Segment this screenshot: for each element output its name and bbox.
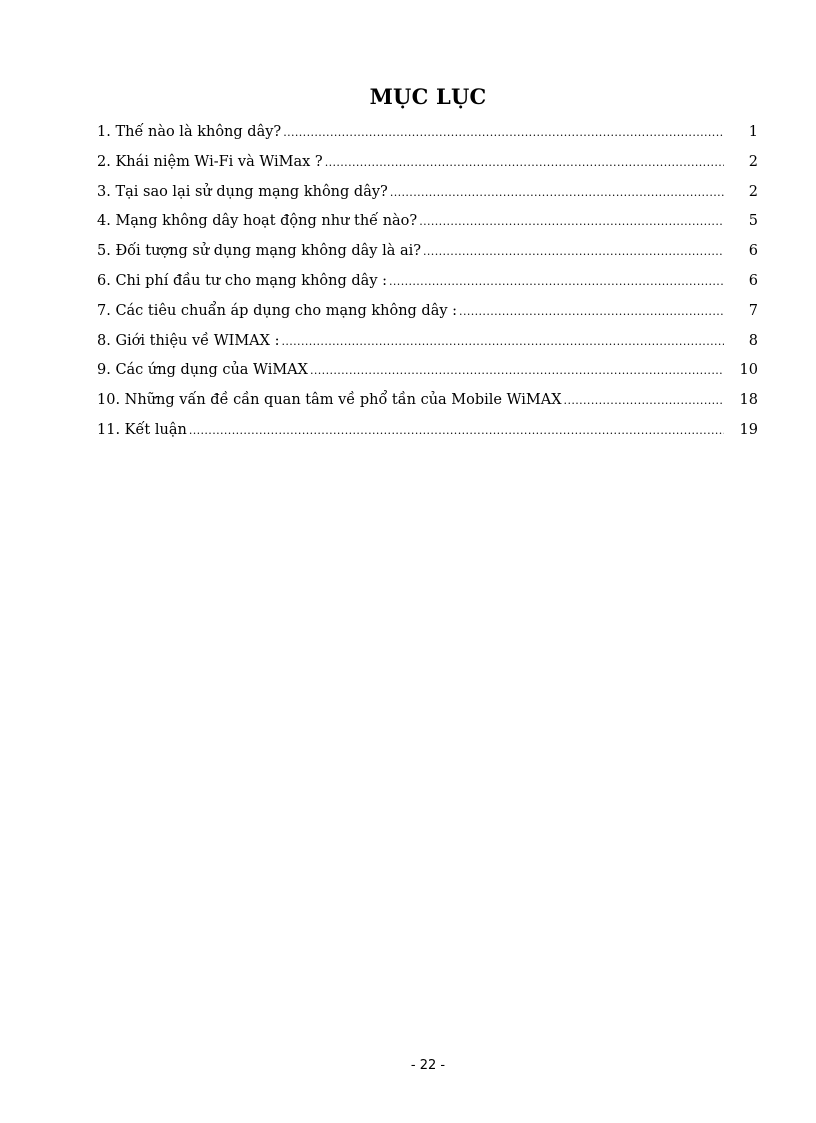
toc-entry[interactable] (97, 273, 758, 303)
toc-entry[interactable] (97, 422, 758, 452)
toc-entry-page: 2 (748, 153, 758, 170)
dot-leader (325, 156, 724, 169)
toc-entry[interactable] (97, 362, 758, 392)
table-of-contents (97, 124, 758, 452)
dot-leader (281, 335, 724, 348)
dot-leader (564, 394, 724, 407)
toc-entry-label: 3. Tại sao lại sử dụng mạng không dây? (97, 183, 388, 200)
toc-entry[interactable] (97, 184, 758, 214)
toc-entry[interactable] (97, 243, 758, 273)
toc-entry-page: 18 (739, 392, 758, 409)
dot-leader (390, 186, 724, 199)
toc-entry-label: 8. Giới thiệu về WIMAX : (97, 332, 280, 349)
toc-entry-page: 6 (748, 243, 758, 260)
dot-leader (310, 364, 724, 377)
dot-leader (389, 275, 724, 288)
toc-entry[interactable] (97, 303, 758, 333)
toc-entry[interactable] (97, 154, 758, 184)
dot-leader (189, 424, 724, 437)
toc-entry-label: 10. Những vấn đề cần quan tâm về phổ tần của Mobile WiMAX (97, 392, 562, 409)
toc-entry-page: 19 (739, 421, 758, 438)
dot-leader (283, 126, 724, 139)
toc-entry-page: 7 (748, 302, 758, 319)
toc-entry-label: 6. Chi phí đầu tư cho mạng không dây : (97, 272, 387, 289)
toc-entry-label: 7. Các tiêu chuẩn áp dụng cho mạng không dây : (97, 302, 458, 319)
toc-entry[interactable] (97, 213, 758, 243)
toc-entry-page: 6 (748, 272, 758, 289)
toc-entry-label: 2. Khái niệm Wi-Fi và WiMax ? (97, 153, 323, 170)
toc-entry[interactable] (97, 333, 758, 363)
toc-entry-page: 10 (739, 362, 758, 379)
toc-entry-label: 9. Các ứng dụng của WiMAX (97, 362, 308, 379)
dot-leader (423, 245, 724, 258)
toc-entry-page: 2 (748, 183, 758, 200)
toc-entry-page: 1 (748, 124, 758, 140)
toc-entry-label: 5. Đối tượng sử dụng mạng không dây là ai? (97, 243, 422, 260)
toc-entry[interactable] (97, 124, 758, 154)
toc-entry-label: 4. Mạng không dây hoạt động như thế nào? (97, 213, 418, 230)
toc-entry-label: 11. Kết luận (97, 421, 187, 438)
toc-entry-page: 8 (748, 332, 758, 349)
toc-entry-page: 5 (748, 213, 758, 230)
toc-entry-label: 1. Thế nào là không dây? (97, 124, 282, 140)
toc-title: MỤC LỤC (369, 84, 487, 109)
toc-entry[interactable] (97, 392, 758, 422)
dot-leader (459, 305, 724, 318)
page-number: - 22 - (410, 1058, 446, 1073)
dot-leader (419, 215, 724, 228)
